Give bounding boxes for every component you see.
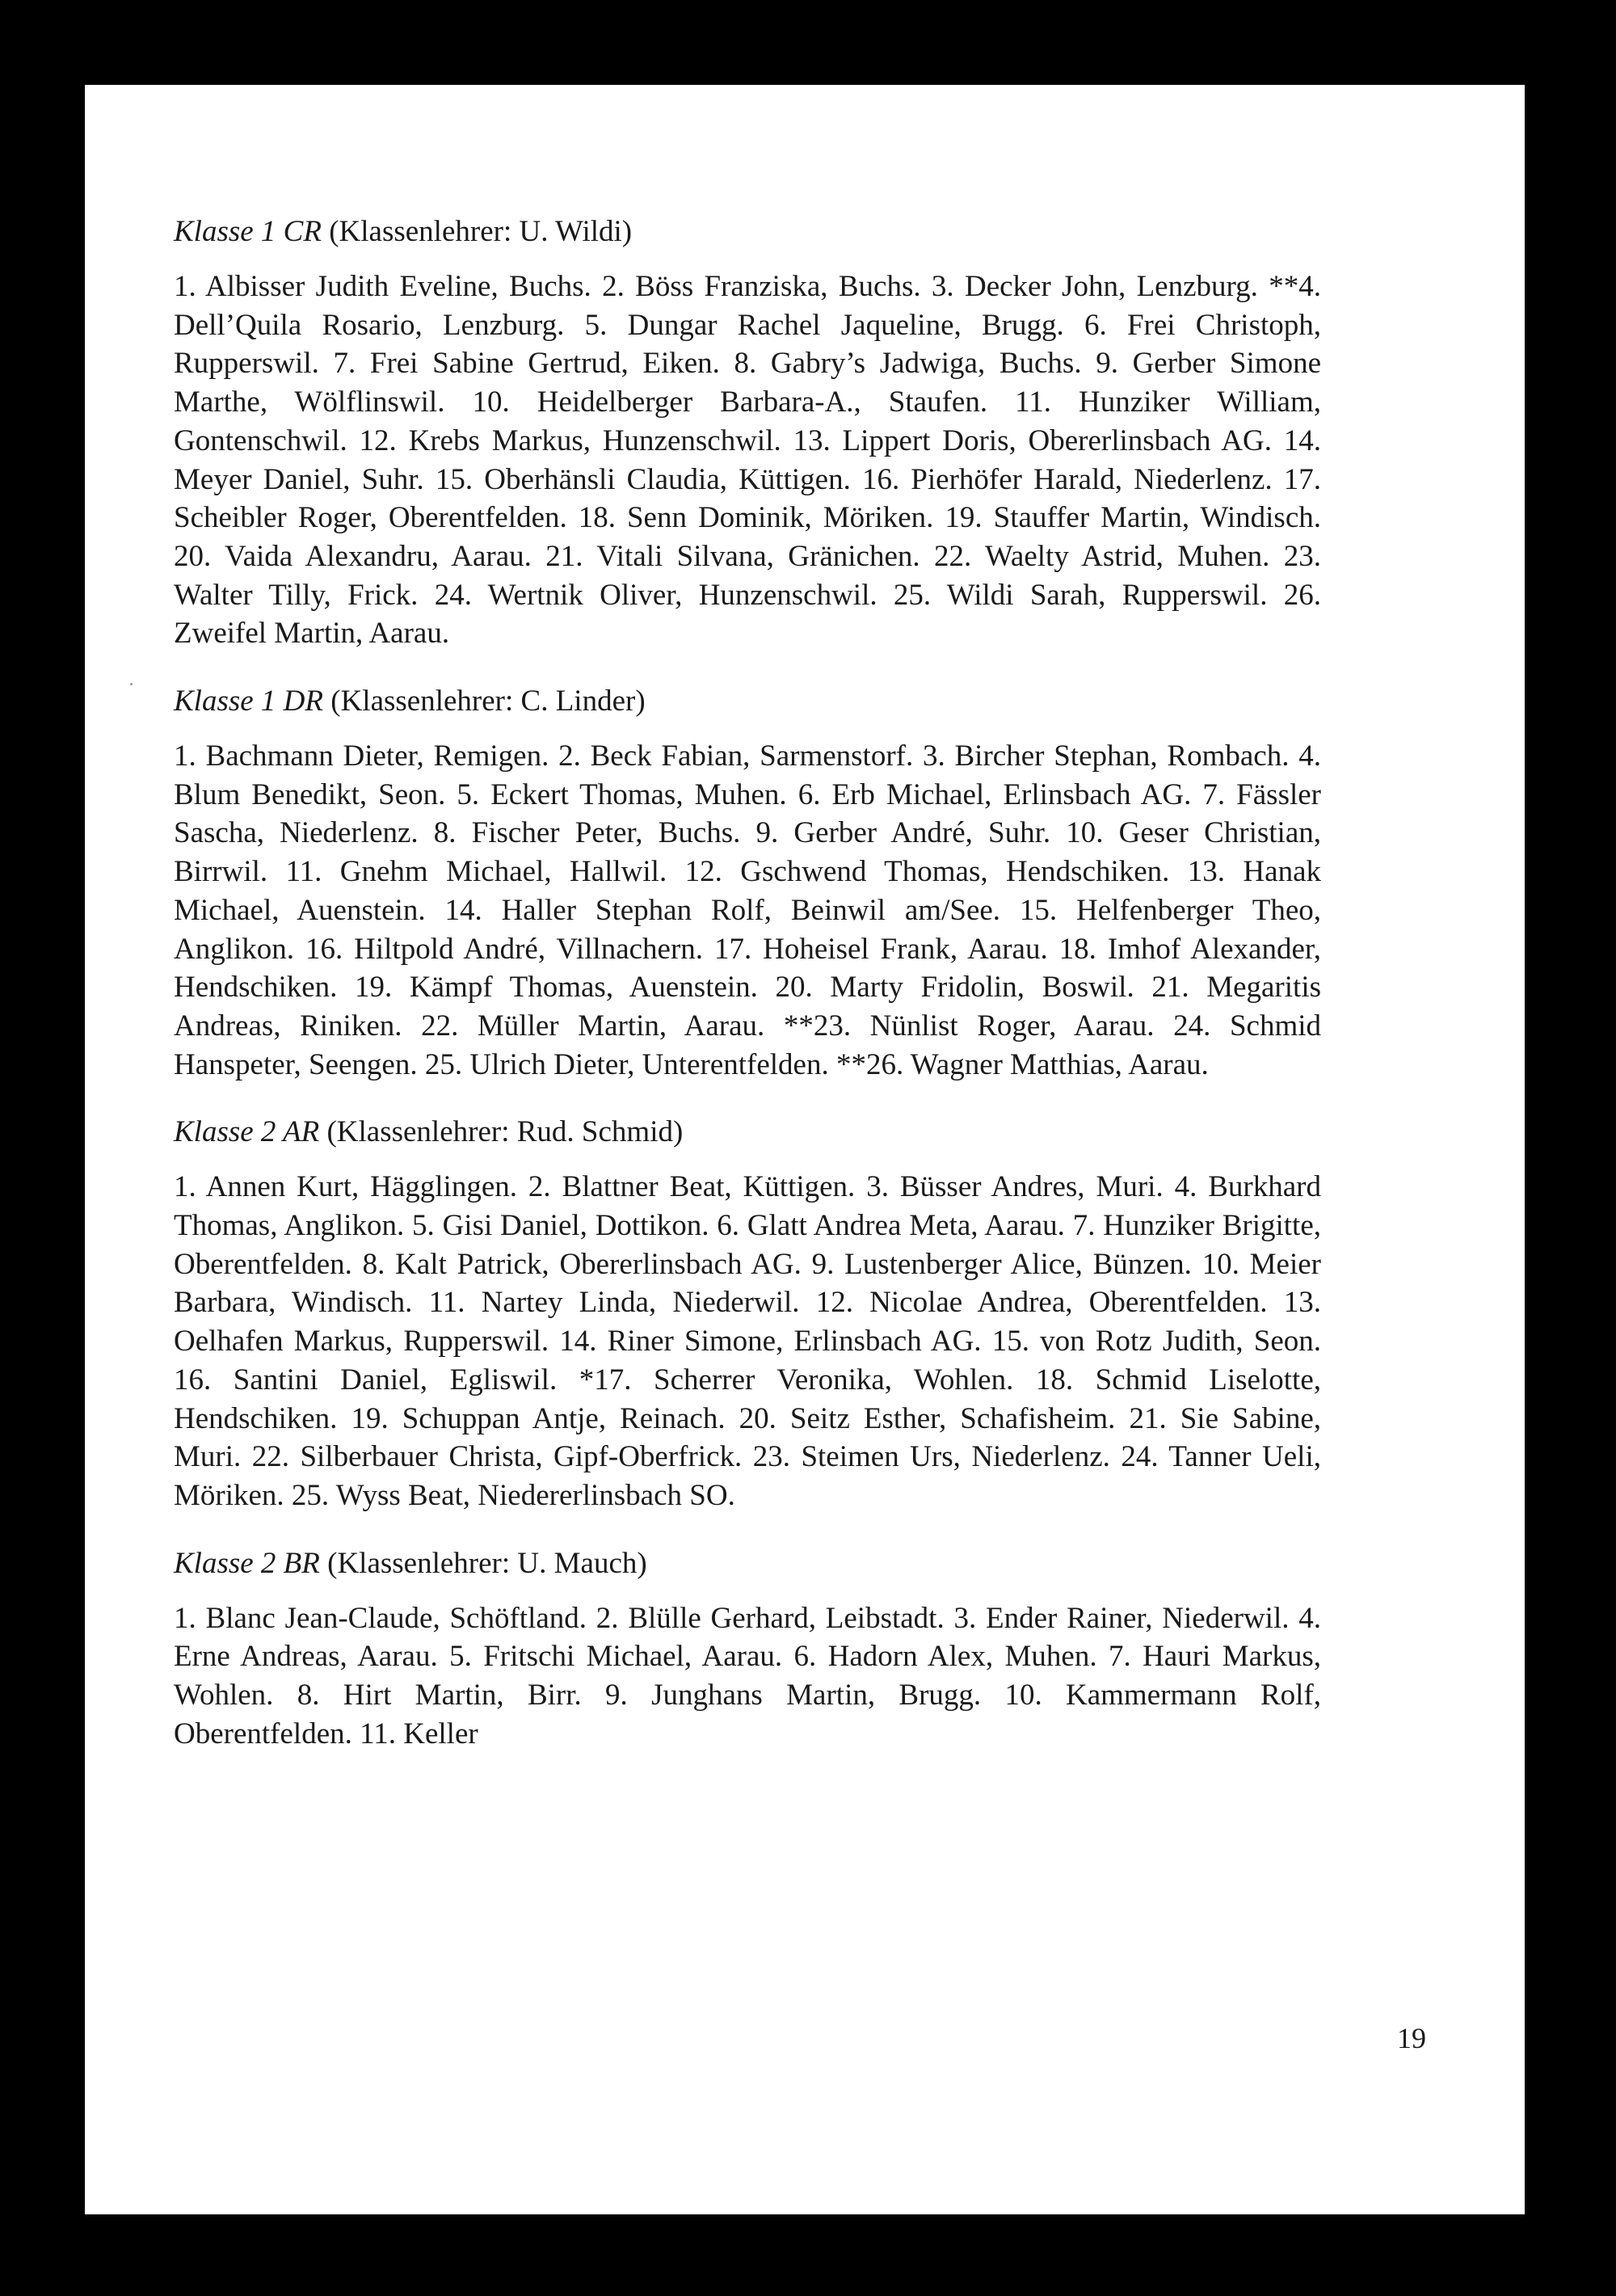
class-name: Klasse 2 BR	[174, 1546, 320, 1580]
class-section-1dr	[174, 684, 1321, 1084]
class-section-2ar	[174, 1114, 1321, 1515]
class-heading	[174, 214, 1321, 250]
class-name: Klasse 1 DR	[174, 685, 323, 718]
class-roster: 1. Albisser Judith Eveline, Buchs. 2. Böss Franziska, Buchs. 3. Decker John, Lenzburg. **4. Dell’Quila Rosario, Lenzburg. 5. Dungar Rachel Jaqueline, Brugg. 6. Frei Christoph, Rupperswil. 7. Frei Sabine Gertrud, Eiken. 8. Gabry’s Jadwiga, Buchs. 9. Gerber Simone Marthe, Wölflinswil. 10. Heidelberger Barbara-A., Staufen. 11. Hunziker William, Gontenschwil. 12. Krebs Markus, Hunzenschwil. 13. Lippert Doris, Obererlinsbach AG. 14. Meyer Daniel, Suhr. 15. Oberhänsli Claudia, Küttigen. 16. Pierhöfer Harald, Niederlenz. 17. Scheibler Roger, Oberentfelden. 18. Senn Dominik, Möriken. 19. Stauffer Martin, Windisch. 20. Vaida Alexandru, Aarau. 21. Vitali Silvana, Gränichen. 22. Waelty Astrid, Muhen. 23. Walter Tilly, Frick. 24. Wertnik Oliver, Hunzenschwil. 25. Wildi Sarah, Rupperswil. 26. Zweifel Martin, Aarau.	[174, 270, 1321, 651]
class-teacher: (Klassenlehrer: U. Wildi)	[321, 215, 633, 248]
class-name: Klasse 2 AR	[174, 1115, 320, 1149]
class-roster: 1. Blanc Jean-Claude, Schöftland. 2. Blülle Gerhard, Leibstadt. 3. Ender Rainer, Niederwil. 4. Erne Andreas, Aarau. 5. Fritschi Michael, Aarau. 6. Hadorn Alex, Muhen. 7. Hauri Markus, Wohlen. 8. Hirt Martin, Birr. 9. Junghans Martin, Brugg. 10. Kammermann Rolf, Oberentfelden. 11. Keller	[174, 1601, 1321, 1750]
class-roster: 1. Annen Kurt, Hägglingen. 2. Blattner Beat, Küttigen. 3. Büsser Andres, Muri. 4. Burkhard Thomas, Anglikon. 5. Gisi Daniel, Dottikon. 6. Glatt Andrea Meta, Aarau. 7. Hunziker Brigitte, Oberentfelden. 8. Kalt Patrick, Obererlinsbach AG. 9. Lustenberger Alice, Bünzen. 10. Meier Barbara, Windisch. 11. Nartey Linda, Niederwil. 12. Nicolae Andrea, Oberentfelden. 13. Oelhafen Markus, Rupperswil. 14. Riner Simone, Erlinsbach AG. 15. von Rotz Judith, Seon. 16. Santini Daniel, Egliswil. *17. Scherrer Veronika, Wohlen. 18. Schmid Liselotte, Hendschiken. 19. Schuppan Antje, Reinach. 20. Seitz Esther, Schafisheim. 21. Sie Sabine, Muri. 22. Silberbauer Christa, Gipf-Oberfrick. 23. Steimen Urs, Niederlenz. 24. Tanner Ueli, Möriken. 25. Wyss Beat, Niedererlinsbach SO.	[174, 1170, 1321, 1512]
scan-speck	[130, 683, 133, 685]
class-heading	[174, 1546, 1321, 1582]
class-heading	[174, 1114, 1321, 1150]
page-sheet	[85, 85, 1525, 2214]
class-list-content	[174, 214, 1321, 1754]
class-section-2br	[174, 1546, 1321, 1754]
class-roster: 1. Bachmann Dieter, Remigen. 2. Beck Fabian, Sarmenstorf. 3. Bircher Stephan, Rombach. 4. Blum Benedikt, Seon. 5. Eckert Thomas, Muhen. 6. Erb Michael, Erlinsbach AG. 7. Fässler Sascha, Niederlenz. 8. Fischer Peter, Buchs. 9. Gerber André, Suhr. 10. Geser Christian, Birrwil. 11. Gnehm Michael, Hallwil. 12. Gschwend Thomas, Hendschiken. 13. Hanak Michael, Auenstein. 14. Haller Stephan Rolf, Beinwil am/See. 15. Helfenberger Theo, Anglikon. 16. Hiltpold André, Villnachern. 17. Hoheisel Frank, Aarau. 18. Imhof Alexander, Hendschiken. 19. Kämpf Thomas, Auenstein. 20. Marty Fridolin, Boswil. 21. Megaritis Andreas, Riniken. 22. Müller Martin, Aarau. **23. Nünlist Roger, Aarau. 24. Schmid Hanspeter, Seengen. 25. Ulrich Dieter, Unterentfelden. **26. Wagner Matthias, Aarau.	[174, 739, 1321, 1081]
page-number: 19	[1397, 2022, 1426, 2054]
class-heading	[174, 684, 1321, 719]
class-teacher: (Klassenlehrer: Rud. Schmid)	[319, 1115, 684, 1149]
class-name: Klasse 1 CR	[174, 215, 322, 248]
class-teacher: (Klassenlehrer: C. Linder)	[323, 685, 646, 718]
class-section-1cr	[174, 214, 1321, 653]
class-teacher: (Klassenlehrer: U. Mauch)	[319, 1546, 647, 1580]
